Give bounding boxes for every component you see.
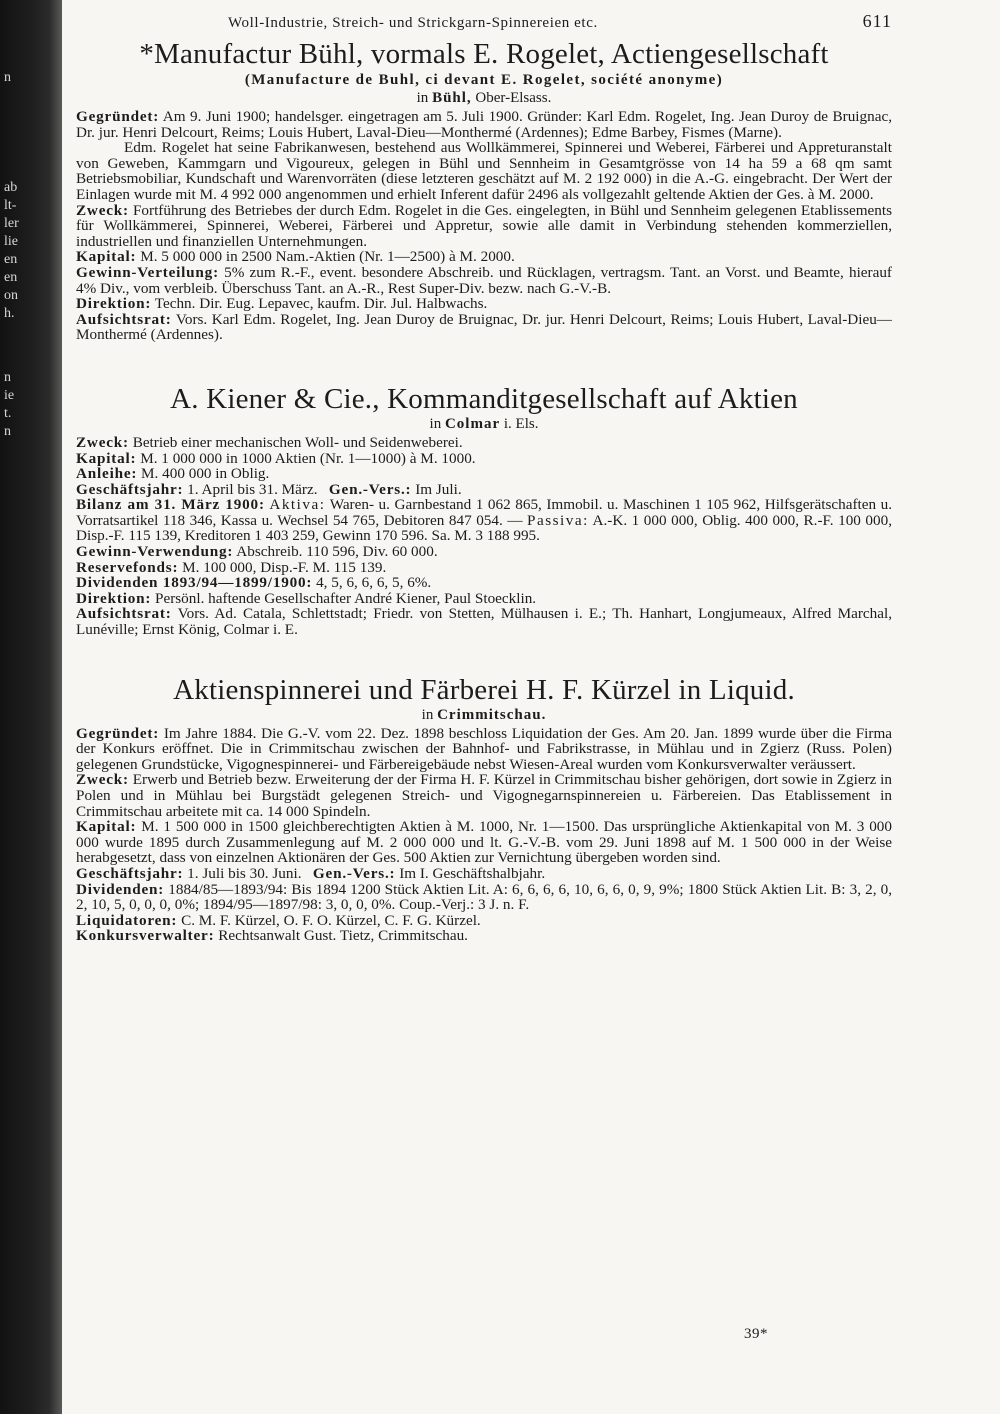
margin-fragment: ie	[4, 388, 15, 403]
field-text: 1. April bis 31. März.	[187, 480, 318, 498]
field-text: C. M. F. Kürzel, O. F. O. Kürzel, C. F. G. Kürzel.	[181, 911, 481, 929]
field-text: Am 9. Juni 1900; handelsger. eingetragen am 5. Juli 1900. Gründer: Karl Edm. Rogelet, Ing. Jean Duroy de Bruignac, Dr. jur. Henri Delcourt, Reims; Louis Hubert, Laval-Dieu—Monthermé (Ardennes); Edme Barbey, Fismes (Marne).	[76, 108, 892, 141]
margin-fragment: lie	[4, 234, 18, 249]
entry-location	[76, 415, 892, 433]
field-gegruendet	[76, 109, 892, 140]
field-text: M. 100 000, Disp.-F. M. 115 139.	[182, 558, 387, 576]
location-region: Ober-Elsass.	[475, 90, 552, 106]
margin-fragment: en	[4, 252, 18, 267]
field-konkursverwalter	[76, 928, 892, 944]
entry-location	[76, 706, 892, 724]
field-bilanz: Bilanz am 31. März 1900: Aktiva: Waren- u. Garnbestand 1 062 865, Immobil. u. Maschinen 1 105 962, Hilfsgerätschaften u. Vorratsartikel 118 346, Kassa u. Wechsel 54 765, Debitoren 847 054. — Passiva: A.-K. 1 000 000, Oblig. 400 000, R.-F. 100 000, Disp.-F. 115 139, Kreditoren 1 403 259, Gewinn 170 596. Sa. M. 3 188 995.	[76, 496, 893, 545]
field-text: 1. Juli bis 30. Juni.	[187, 864, 302, 882]
entry-body	[76, 109, 892, 343]
field-label: Zweck:	[76, 433, 129, 451]
field-text: Vors. Karl Edm. Rogelet, Ing. Jean Duroy de Bruignac, Dr. jur. Henri Delcourt, Reims; Louis Hubert, Laval-Dieu—Monthermé (Ardennes).	[76, 310, 892, 344]
field-label: Anleihe:	[76, 465, 138, 483]
entry-subtitle: (Manufacture de Buhl, ci devant E. Rogelet, société anonyme)	[244, 72, 724, 88]
field-direktion	[76, 591, 892, 607]
field-gewinn-verteilung	[76, 265, 892, 296]
signature-mark: 39*	[744, 1326, 768, 1342]
entry-kiener	[76, 383, 892, 638]
book-page	[76, 11, 893, 945]
location-prefix: in	[421, 706, 434, 723]
field-label: Bilanz am 31. März 1900:	[76, 496, 265, 514]
field-kapital	[76, 819, 892, 866]
field-text: Erwerb und Betrieb bezw. Erweiterung der der Firma H. F. Kürzel in Crimmitschau bisher gehörigen, dort sowie in Zgierz in Polen und in Mühlau bei Burgstädt gelegenen Streich- und Vigognegarnspinnereien u. Färbereien. Das Etablissement in Crimmitschau arbeitete mit ca. 14 000 Spindeln.	[76, 771, 892, 820]
left-margin-strip	[0, 0, 62, 1414]
field-text: Persönl. haftende Gesellschafter André Kiener, Paul Stoecklin.	[155, 589, 537, 607]
margin-fragment: ler	[4, 216, 19, 231]
field-text: Rechtsanwalt Gust. Tietz, Crimmitschau.	[218, 927, 468, 945]
field-label: Direktion:	[76, 589, 152, 607]
field-label: Liquidatoren:	[76, 911, 178, 929]
field-text: Fortführung des Betriebes der durch Edm. Rogelet in die Ges. eingelegten, in Bühl und Sennheim gelegenen Etablissements für Wollkämmerei, Spinnerei, Weberei, Färberei und Appretur, sowie alle damit in Verbindung stehenden kommerziellen, industriellen und finanziellen Unternehmungen.	[76, 201, 893, 250]
field-label: Zweck:	[76, 201, 129, 219]
field-label: Aufsichtsrat:	[76, 310, 172, 328]
field-label: Geschäftsjahr:	[76, 864, 184, 882]
field-kapital	[76, 249, 892, 265]
field-text: Abschreib. 110 596, Div. 60 000.	[236, 543, 438, 561]
entry-kuerzel	[76, 674, 892, 944]
entry-title: A. Kiener & Cie., Kommanditgesellschaft auf Aktien	[170, 382, 798, 415]
margin-fragment: ab	[4, 180, 18, 195]
field-label: Kapital:	[76, 449, 137, 467]
field-liquidatoren	[76, 913, 892, 929]
field-text: M. 400 000 in Oblig.	[141, 465, 270, 483]
field-label: Dividenden 1893/94—1899/1900:	[76, 574, 313, 592]
aktiva-label: Aktiva:	[269, 496, 326, 514]
entry-location	[76, 89, 892, 107]
entry-body	[76, 435, 892, 638]
field-text: 4, 5, 6, 6, 6, 5, 6%.	[316, 574, 432, 592]
field-label: Gen.-Vers.:	[312, 864, 396, 882]
entry-spacer	[76, 343, 892, 383]
field-label: Gegründet:	[76, 724, 160, 742]
field-label: Kapital:	[76, 818, 137, 836]
field-label: Kapital:	[76, 248, 137, 266]
field-dividenden	[76, 882, 892, 913]
field-label: Direktion:	[76, 295, 152, 313]
location-city: Crimmitschau.	[437, 706, 547, 723]
page-number: 611	[862, 11, 892, 31]
running-head	[76, 11, 892, 38]
margin-fragment: h.	[4, 306, 15, 321]
field-text: Im I. Geschäftshalbjahr.	[399, 864, 546, 882]
field-text: Waren- u. Garnbestand 1 062 865, Immobil. u. Maschinen 1 105 962, Hilfsgerätschaften u. Vorratsartikel 118 346, Kassa u. Wechsel 54 765, Debitoren 847 054.	[76, 496, 893, 529]
location-prefix: in	[429, 415, 442, 432]
location-city: Colmar	[444, 415, 501, 432]
location-prefix: in	[416, 90, 429, 106]
field-label: Dividenden:	[76, 880, 165, 898]
field-text: M. 1 500 000 in 1500 gleichberechtigten Aktien à M. 1000, Nr. 1—1500. Das ursprüngliche Aktienkapital von M. 3 000 000 wurde 1895 durch Zusammenlegung auf M. 2 000 000 und lt. G.-V.-B. vom 29. Juni 1898 auf M. 1 500 000 in der Weise herabgesetzt, dass von einzelnen Aktionären der Ges. 500 Aktien zur Vernichtung übergeben worden sind.	[76, 818, 892, 867]
location-suffix: i. Els.	[503, 415, 539, 432]
field-label: Gewinn-Verteilung:	[76, 263, 219, 281]
margin-fragment: n	[4, 70, 11, 85]
field-text: Techn. Dir. Eug. Lepavec, kaufm. Dir. Jul. Halbwachs.	[154, 295, 488, 313]
field-label: Zweck:	[76, 771, 129, 789]
field-text: M. 1 000 000 in 1000 Aktien (Nr. 1—1000) à M. 1000.	[140, 449, 476, 467]
field-label: Gewinn-Verwendung:	[76, 543, 234, 561]
margin-fragment: t.	[4, 406, 12, 421]
field-text: Im Juli.	[415, 480, 462, 498]
field-label: Geschäftsjahr:	[76, 480, 184, 498]
entry-manufactur-buehl	[76, 38, 892, 343]
margin-fragment: on	[4, 288, 18, 303]
field-zweck	[76, 203, 892, 250]
running-head-title: Woll-Industrie, Streich- und Strickgarn-Spinnereien etc.	[228, 15, 598, 31]
entry-body	[76, 726, 892, 944]
field-direktion	[76, 296, 892, 312]
field-kapital	[76, 451, 892, 467]
field-text: 5% zum R.-F., event. besondere Abschreib. und Rücklagen, vertragsm. Tant. an Vorst. und Beamte, hierauf 4% Div., vom verbleib. Überschuss Tant. an A.-R., Rest Super-Div. bezw. nach G.-V.-B.	[76, 263, 892, 297]
location-city: Bühl,	[432, 90, 472, 106]
paragraph-einlagen: Edm. Rogelet hat seine Fabrikanwesen, bestehend aus Wollkämmerei, Spinnerei und Weberei, Färberei und Appreturanstalt von Geweben, Kammgarn und Vigoureux, gelegen in Bühl und Sennheim in Gesamtgrösse von 14 ha 59 a 68 qm samt Betriebsmobiliar, Kundschaft und Warenvorräten (diese letzteren geschätzt auf M. 2 192 000) in die A.-G. eingebracht. Der Wert der Einlagen wurde mit M. 4 992 000 angenommen und erhielt Inferent dafür 2496 als vollgezahlt geltende Aktien der Ges. à M. 2000.	[76, 139, 892, 203]
field-aufsichtsrat	[76, 312, 892, 343]
field-geschaeftsjahr	[76, 866, 892, 882]
entry-title: Aktienspinnerei und Färberei H. F. Kürzel in Liquid.	[173, 673, 795, 706]
field-zweck	[76, 435, 892, 451]
margin-fragment: n	[4, 424, 11, 439]
field-text: Betrieb einer mechanischen Woll- und Seidenweberei.	[132, 433, 463, 451]
entry-spacer	[76, 638, 892, 674]
field-reservefonds	[76, 560, 892, 576]
field-anleihe	[76, 466, 892, 482]
field-gewinn-verwendung	[76, 544, 892, 560]
field-text: Vors. Ad. Catala, Schlettstadt; Friedr. von Stetten, Mülhausen i. E.; Th. Hanhart, Longjumeaux, Alfred Marchal, Lunéville; Ernst König, Colmar i. E.	[76, 605, 892, 639]
field-label: Konkursverwalter:	[76, 927, 215, 945]
passiva-label: Passiva:	[527, 511, 589, 529]
field-text: A.-K. 1 000 000, Oblig. 400 000, R.-F. 100 000, Disp.-F. 115 139, Kreditoren 1 403 259, Gewinn 170 596. Sa. M. 3 188 995.	[76, 511, 892, 545]
field-text: Im Jahre 1884. Die G.-V. vom 22. Dez. 1898 beschloss Liquidation der Ges. Am 20. Jan. 1899 wurde über die Firma der Konkurs eröffnet. Die in Crimmitschau zwischen der Bahnhof- und Fabrikstrasse, in Mühlau und in Zgierz (Russ. Polen) gelegenen Grundstücke, Vigognespinnerei- und Färbereigebäude nebst Wiesen-Areal wurden vom Konkursverwalter veräussert.	[76, 724, 892, 773]
field-label: Gegründet:	[76, 108, 160, 125]
margin-fragment: en	[4, 270, 18, 285]
field-label: Aufsichtsrat:	[76, 605, 172, 623]
field-label: Gen.-Vers.:	[328, 480, 412, 498]
entry-title: *Manufactur Bühl, vormals E. Rogelet, Actiengesellschaft	[139, 38, 829, 70]
margin-fragment: lt-	[4, 198, 17, 213]
field-geschaeftsjahr	[76, 482, 892, 498]
field-label: Reservefonds:	[76, 558, 179, 576]
field-zweck	[76, 772, 892, 819]
field-text: 1884/85—1893/94: Bis 1894 1200 Stück Aktien Lit. A: 6, 6, 6, 6, 10, 6, 6, 0, 9, 9%; 1800 Stück Aktien Lit. B: 3, 2, 0, 2, 10, 5, 0, 0, 0, 0%; 1894/95—1897/98: 3, 0, 0, 0%. Coup.-Verj.: 3 J. n. F.	[76, 880, 892, 914]
field-gegruendet	[76, 726, 892, 773]
field-dividenden	[76, 575, 892, 591]
field-text: M. 5 000 000 in 2500 Nam.-Aktien (Nr. 1—2500) à M. 2000.	[140, 248, 515, 266]
field-aufsichtsrat	[76, 606, 892, 637]
margin-fragment: n	[4, 370, 11, 385]
